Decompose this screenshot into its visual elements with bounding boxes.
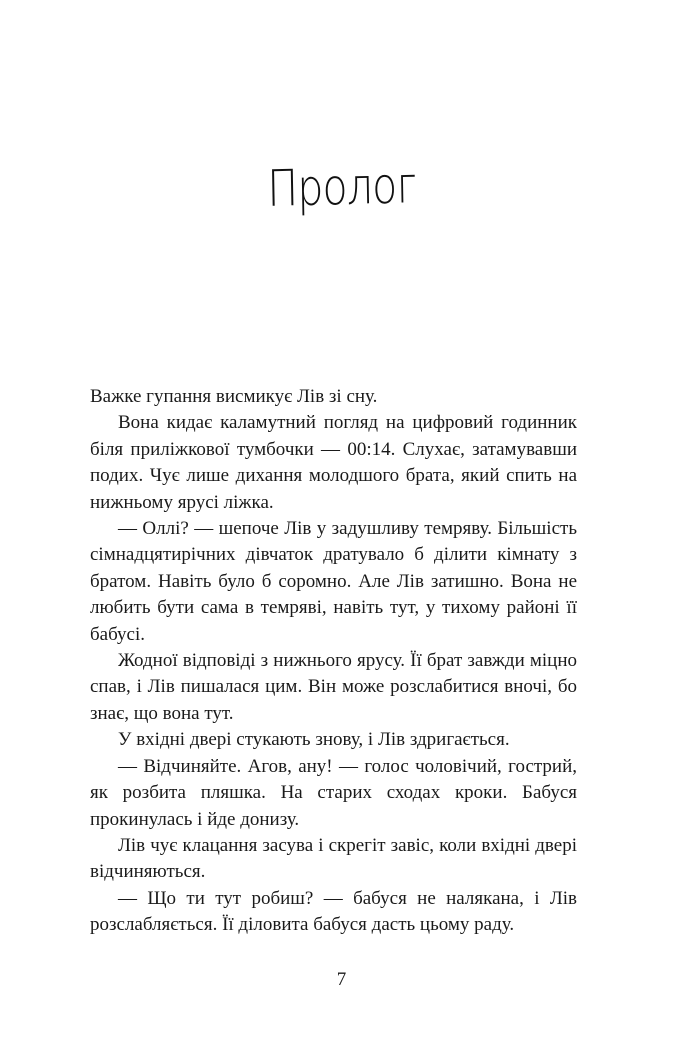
paragraph: — Відчиняйте. Агов, ану! — голос чоловічий, гострий, як розбита пляшка. На старих сходах кроки. Бабуся прокинулась і йде донизу. (90, 755, 577, 830)
paragraph: Жодної відповіді з нижнього ярусу. Її брат завжди міцно спав, і Лів пишалася цим. Він може розслабитися вночі, бо знає, що вона тут. (90, 650, 577, 724)
paragraph: Лів чує клацання засува і скрегіт завіс, коли вхідні двері відчиняються. (90, 834, 577, 883)
paragraph: Важке гупання висмикує Лів зі сну. (90, 386, 378, 407)
paragraph: Вона кидає каламутний погляд на цифровий годинник біля приліжкової тумбочки — 00:14. Слухає, затамувавши подих. Чує лише дихання молодшого брата, який спить на нижньому ярусі ліжка. (90, 412, 577, 513)
paragraph: — Що ти тут робиш? — бабуся не налякана, і Лів розслабляється. Її діловита бабуся дасть цьому раду. (90, 887, 577, 936)
paragraph: — Оллі? — шепоче Лів у задушливу темряву. Більшість сімнадцятирічних дівчаток дратувало б ділити кімнату з братом. Навіть було б соромно. Але Лів затишно. Вона не любить бути сама в темряві, навіть тут, у тихому районі її бабусі. (90, 518, 577, 645)
chapter-body (90, 384, 577, 939)
paragraph: У вхідні двері стукають знову, і Лів здригається. (118, 729, 510, 751)
page-number: 7 (336, 969, 347, 990)
chapter-title: Пролог (266, 156, 417, 218)
